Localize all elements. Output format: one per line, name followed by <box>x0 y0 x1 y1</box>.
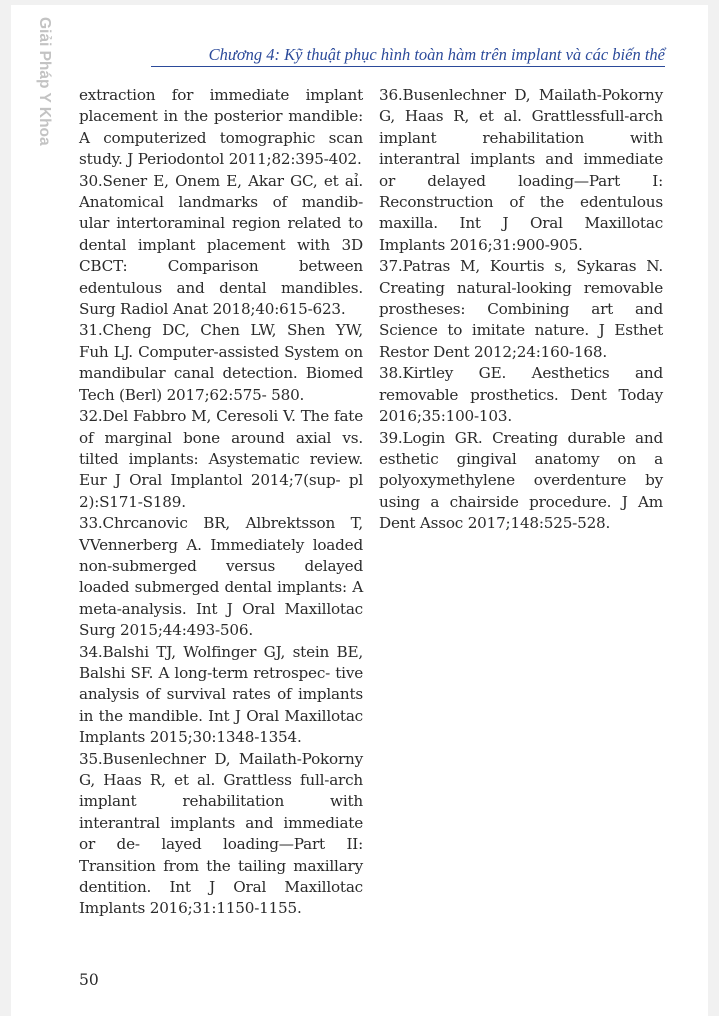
reference-item: 36.Busenlechner D, Mailath-Pokorny G, Haas R, et al. Grattlessfull-arch implant rehabilitation with interantral implants and immediate or delayed loading—Part I: Reconstruction of the edentulous maxilla. Int J Oral Maxillotac Implants 2016;31:900-905. <box>379 86 663 254</box>
reference-item: 35.Busenlechner D, Mailath-Pokorny G, Haas R, et al. Grattless full-arch implant rehabilitation with interantral implants and immediate or de- layed loading—Part II: Transition from the tailing maxillary dentition. Int J Oral Maxillotac Implants 2016;31:1150-1155. <box>79 749 363 918</box>
reference-item: 33.Chrcanovic BR, Albrektsson T, VVennerberg A. Immediately loaded non-submerged versus delayed loaded submerged dental implants: A meta-analysis. Int J Oral Maxillotac Surg 2015;44:493-506. <box>79 514 363 640</box>
running-head: Chương 4: Kỹ thuật phục hình toàn hàm trên implant và các biến thể <box>208 45 665 64</box>
reference-item: 34.Balshi TJ, Wolfinger GJ, stein BE, Balshi SF. A long-term retrospec- tive analysis of survival rates of implants in the mandible. Int J Oral Maxillotac Implants 2015;30:1348-1354. <box>79 642 363 747</box>
side-label: Giải Pháp Y Khoa <box>36 17 53 146</box>
reference-item: 38.Kirtley GE. Aesthetics and removable prosthetics. Dent Today 2016;35:100-103. <box>379 364 663 426</box>
reference-item: 37.Patras M, Kourtis s, Sykaras N. Creating natural-looking removable prostheses: Combining art and Science to imitate nature. J Esthet Restor Dent 2012;24:160-168. <box>379 257 663 361</box>
header-rule <box>151 66 665 67</box>
reference-item: 31.Cheng DC, Chen LW, Shen YW, Fuh LJ. Computer-assisted System on mandibular canal detection. Biomed Tech (Berl) 2017;62:575- 580. <box>79 321 363 404</box>
document-page <box>11 5 708 1016</box>
page-number: 50 <box>79 971 99 989</box>
right-column <box>379 85 663 535</box>
reference-item: 32.Del Fabbro M, Ceresoli V. The fate of marginal bone around axial vs. tilted implants: Asystematic review. Eur J Oral Implantol 2014;7(sup- pl 2):S171-S189. <box>79 407 363 511</box>
reference-item: 39.Login GR. Creating durable and esthetic gingival anatomy on a polyoxymethylene overdenture by using a chairside procedure. J Am Dent Assoc 2017;148:525-528. <box>379 428 663 533</box>
reference-item: 30.Sener E, Onem E, Akar GC, et aỉ. Anatomical landmarks of mandib- ular intertoraminal region related to dental implant placement with 3D CBCT: Comparison between edentulous and dental mandibles. Surg Radiol Anat 2018;40:615-623. <box>79 171 363 319</box>
reference-item: extraction for immediate implant placement in the posterior mandible: A computerized tomographic scan study. J Periodontol 2011;82:395-402. <box>79 86 363 169</box>
left-column <box>79 85 363 920</box>
